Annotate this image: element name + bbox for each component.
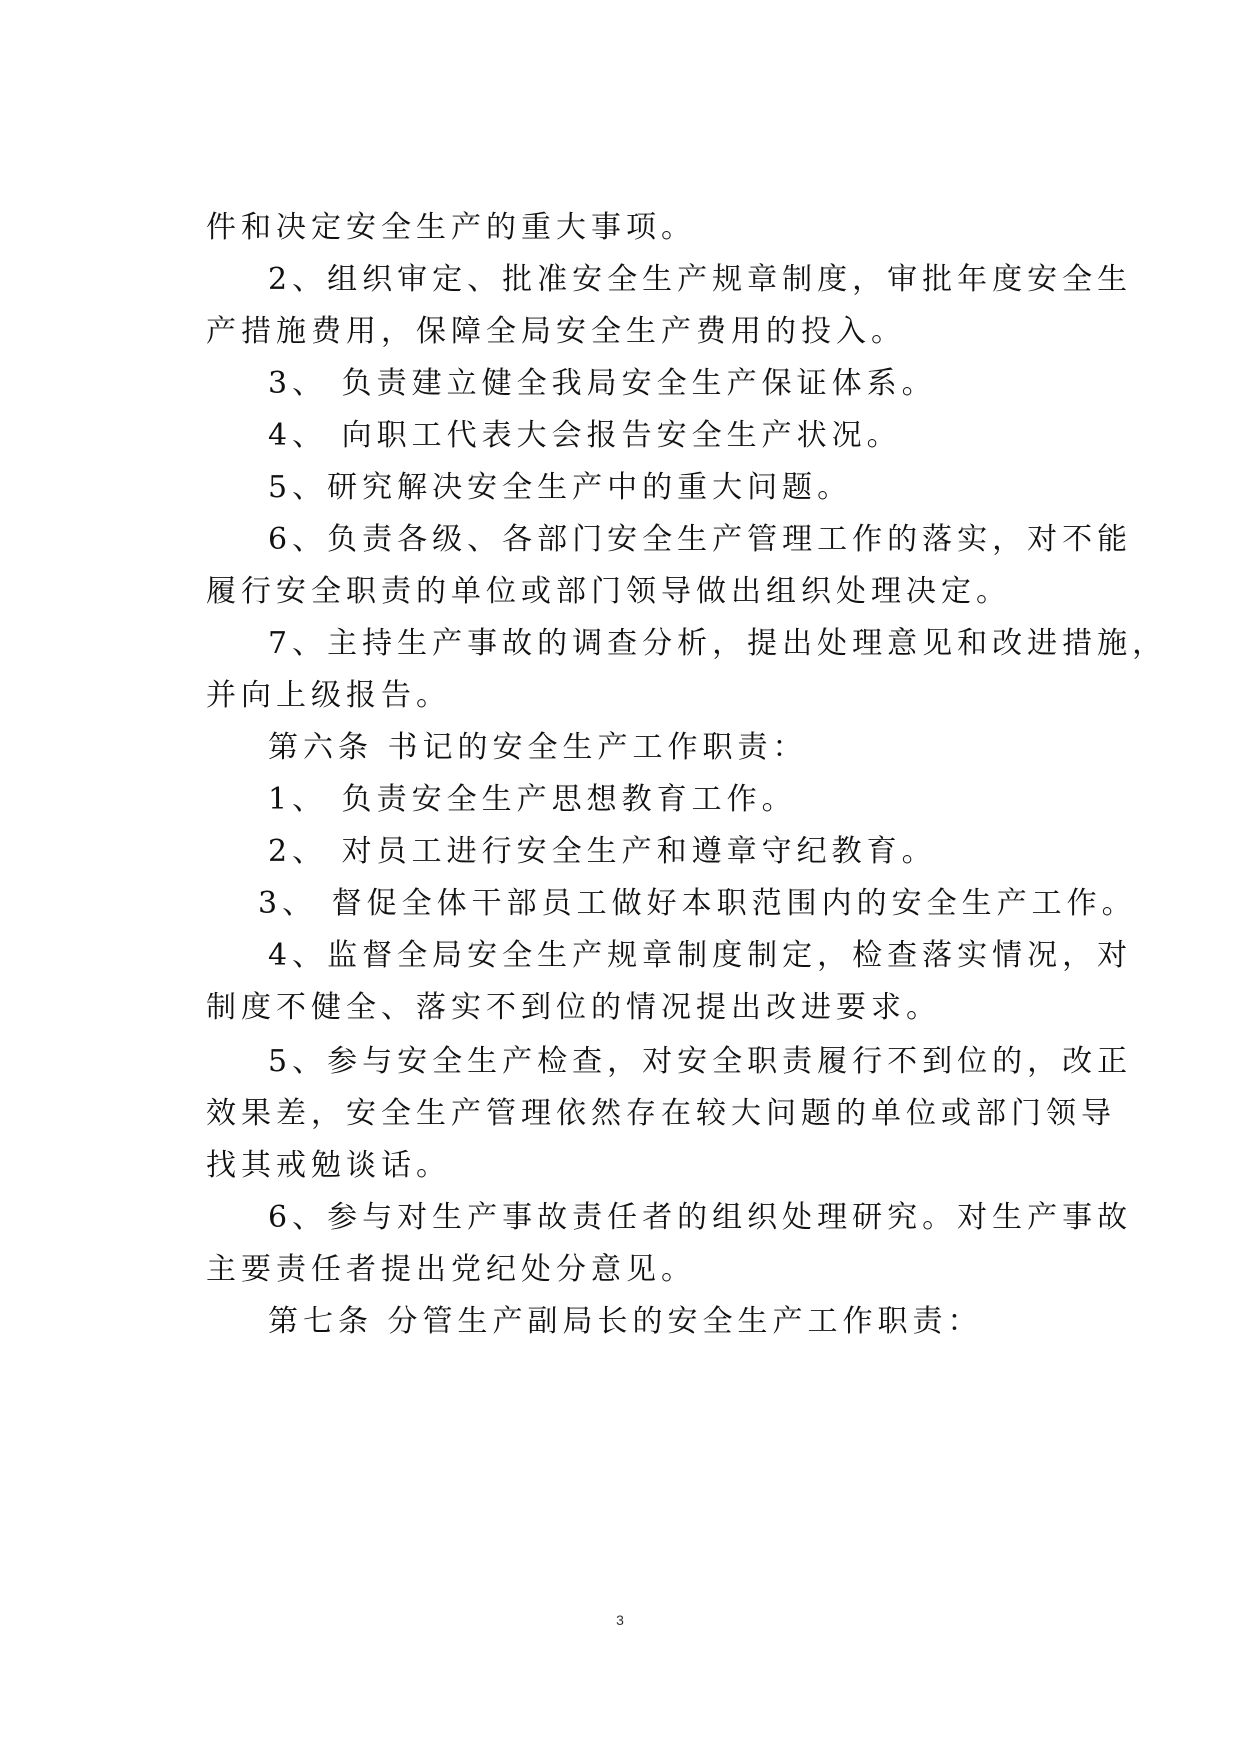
- text-line: 6、负责各级、各部门安全生产管理工作的落实，对不能: [268, 522, 1133, 557]
- text-line: 制度不健全、落实不到位的情况提出改进要求。: [206, 990, 941, 1025]
- text-line: 7、主持生产事故的调查分析，提出处理意见和改进措施，: [268, 626, 1168, 661]
- text-line: 主要责任者提出党纪处分意见。: [206, 1252, 696, 1287]
- text-line: 件和决定安全生产的重大事项。: [206, 210, 696, 245]
- text-line: 1、 负责安全生产思想教育工作。: [268, 782, 797, 817]
- text-line: 产措施费用，保障全局安全生产费用的投入。: [206, 314, 906, 349]
- text-line: 3、 督促全体干部员工做好本职范围内的安全生产工作。: [258, 886, 1137, 921]
- section-heading: 第七条 分管生产副局长的安全生产工作职责：: [268, 1304, 983, 1339]
- text-line: 效果差，安全生产管理依然存在较大问题的单位或部门领导: [206, 1096, 1116, 1131]
- text-line: 4、 向职工代表大会报告安全生产状况。: [268, 418, 902, 453]
- text-line: 履行安全职责的单位或部门领导做出组织处理决定。: [206, 574, 1011, 609]
- text-line: 2、 对员工进行安全生产和遵章守纪教育。: [268, 834, 937, 869]
- text-line: 找其戒勉谈话。: [206, 1148, 451, 1183]
- page-number: 3: [616, 1612, 624, 1628]
- section-heading: 第六条 书记的安全生产工作职责：: [268, 730, 808, 765]
- text-line: 5、研究解决安全生产中的重大问题。: [268, 470, 853, 505]
- text-line: 5、参与安全生产检查，对安全职责履行不到位的，改正: [268, 1044, 1133, 1079]
- text-line: 3、 负责建立健全我局安全生产保证体系。: [268, 366, 937, 401]
- text-line: 2、组织审定、批准安全生产规章制度，审批年度安全生: [268, 262, 1133, 297]
- text-line: 6、参与对生产事故责任者的组织处理研究。对生产事故: [268, 1200, 1133, 1235]
- text-line: 并向上级报告。: [206, 678, 451, 713]
- text-line: 4、监督全局安全生产规章制度制定，检查落实情况，对: [268, 938, 1133, 973]
